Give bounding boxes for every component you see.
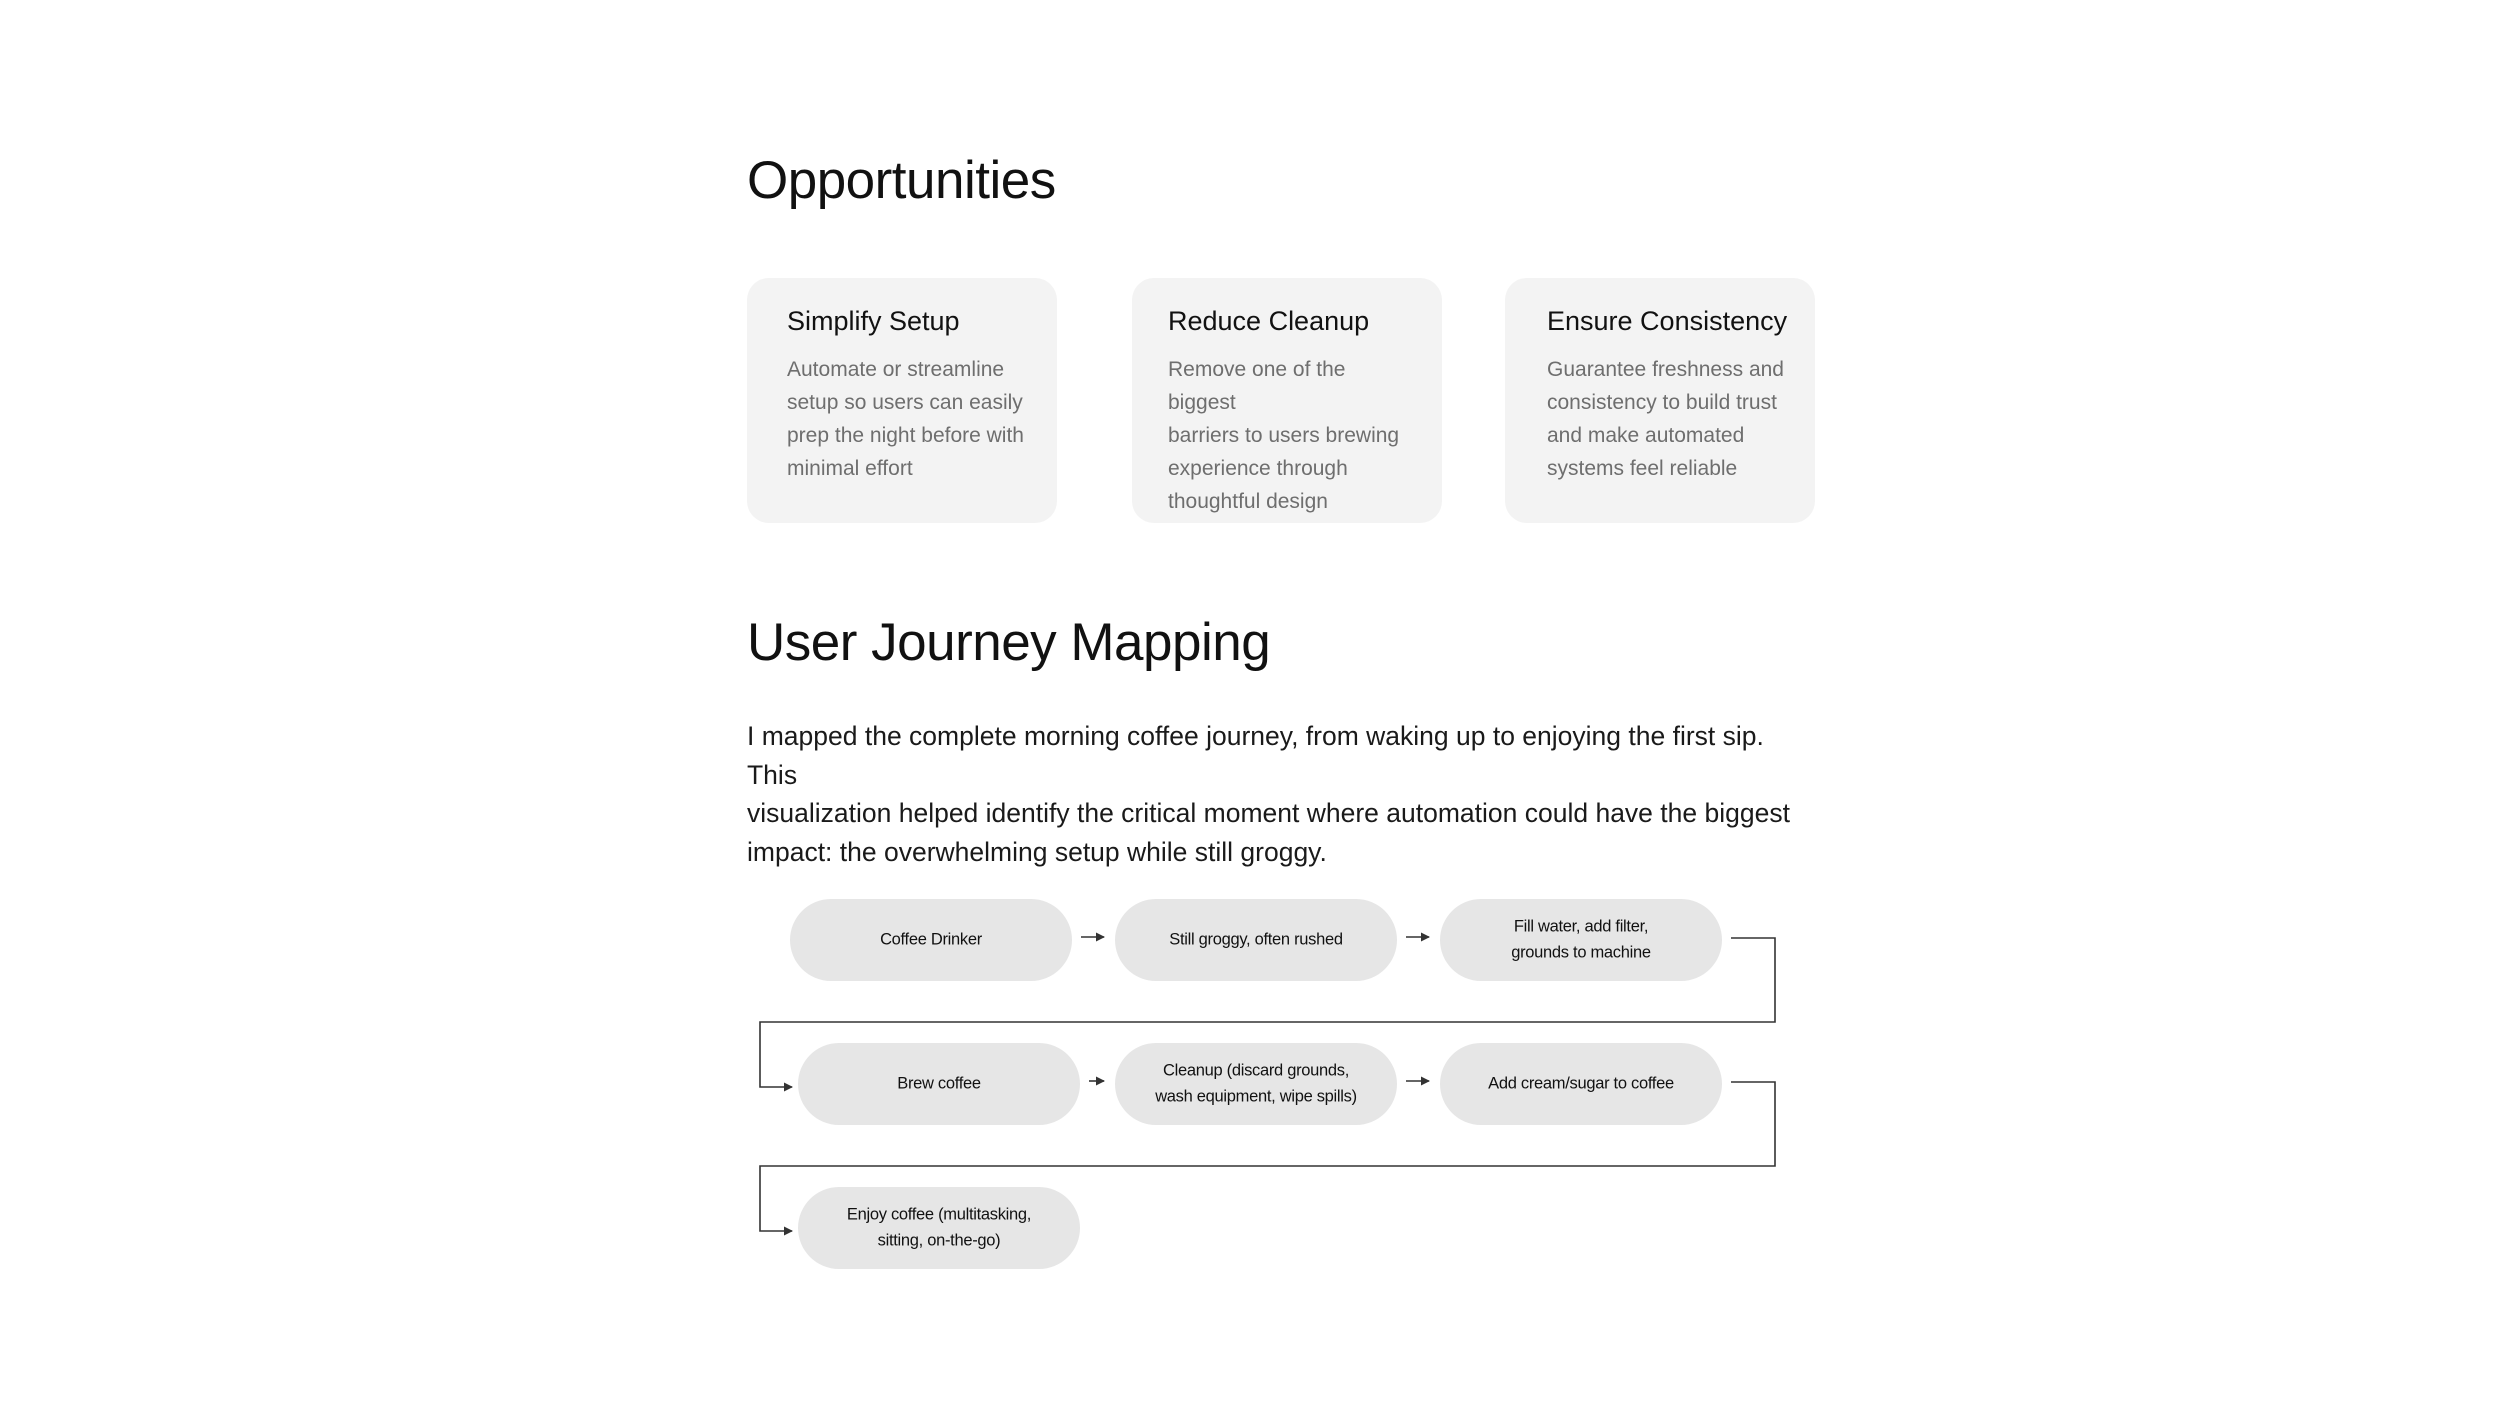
- journey-step-pill: [798, 1187, 1080, 1269]
- opportunities-title: Opportunities: [747, 151, 1056, 210]
- journey-step-label: Enjoy coffee (multitasking,: [846, 1205, 1032, 1224]
- card-description-line: Guarantee freshness and: [1547, 358, 1784, 381]
- card-description-line: thoughtful design: [1168, 490, 1328, 513]
- card-description-line: minimal effort: [787, 457, 913, 480]
- card-title: Ensure Consistency: [1547, 306, 1788, 336]
- journey-step-label: Fill water, add filter,: [1513, 917, 1649, 936]
- arrowhead-icon: [1096, 933, 1105, 942]
- journey-step-label: wash equipment, wipe spills): [1155, 1087, 1357, 1106]
- journey-step-label: Add cream/sugar to coffee: [1488, 1074, 1674, 1093]
- arrowhead-icon: [784, 1083, 793, 1092]
- card-title: Simplify Setup: [787, 306, 960, 336]
- card-description-line: barriers to users brewing: [1168, 424, 1400, 447]
- card-description-line: prep the night before with: [787, 424, 1024, 447]
- journey-step-5: [1115, 1043, 1397, 1125]
- arrowhead-icon: [784, 1227, 793, 1236]
- arrowhead-icon: [1096, 1077, 1105, 1086]
- journey-intro-line: impact: the overwhelming setup while still groggy.: [747, 836, 1327, 867]
- journey-step-label: Still groggy, often rushed: [1169, 930, 1343, 949]
- journey-step-pill: [1440, 899, 1722, 981]
- card-description-line: experience through: [1168, 457, 1348, 480]
- journey-step-3: [1440, 899, 1722, 981]
- journey-step-pill: [1115, 1043, 1397, 1125]
- journey-step-label: sitting, on-the-go): [877, 1231, 1001, 1250]
- card-description-line: setup so users can easily: [787, 391, 1023, 414]
- journey-step-4: [798, 1043, 1080, 1125]
- journey-title: User Journey Mapping: [747, 613, 1271, 672]
- arrowhead-icon: [1421, 1077, 1430, 1086]
- journey-step-label: Coffee Drinker: [880, 930, 982, 949]
- journey-step-2: [1115, 899, 1397, 981]
- card-description-line: systems feel reliable: [1547, 457, 1738, 480]
- card-description-line: and make automated: [1547, 424, 1745, 447]
- arrowhead-icon: [1421, 933, 1430, 942]
- card-title: Reduce Cleanup: [1168, 306, 1370, 336]
- journey-step-label: grounds to machine: [1511, 943, 1651, 962]
- card-description-line: Remove one of the biggest: [1168, 358, 1346, 414]
- journey-step-7: [798, 1187, 1080, 1269]
- journey-step-label: Cleanup (discard grounds,: [1162, 1061, 1350, 1080]
- card-description-line: Automate or streamline: [787, 358, 1005, 381]
- journey-intro-line: I mapped the complete morning coffee journey, from waking up to enjoying the first sip. This: [747, 721, 1764, 790]
- card-description-line: consistency to build trust: [1547, 391, 1777, 414]
- journey-intro-line: visualization helped identify the critical moment where automation could have the biggest: [747, 798, 1790, 828]
- journey-step-1: [790, 899, 1072, 981]
- journey-step-6: [1440, 1043, 1722, 1125]
- journey-step-label: Brew coffee: [897, 1074, 981, 1093]
